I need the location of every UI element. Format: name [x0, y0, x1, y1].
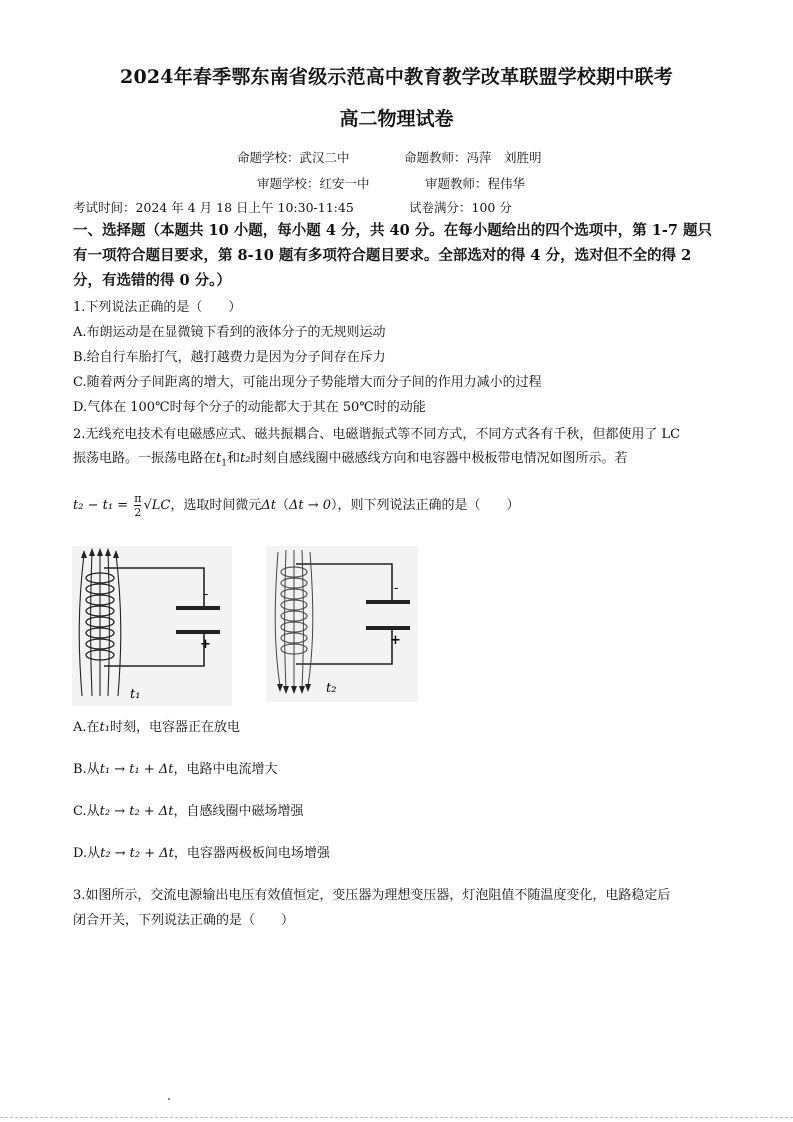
page-bottom-edge: [0, 1117, 793, 1119]
exam-title: 2024年春季鄂东南省级示范高中教育教学改革联盟学校期中联考: [120, 66, 673, 88]
q1-option-c: C.随着两分子间距离的增大，可能出现分子势能增大而分子间的作用力减小的过程: [73, 375, 542, 390]
q1-option-d: D.气体在 100℃时每个分子的动能都大于其在 50℃时的动能: [73, 400, 426, 415]
t2-symbol: t₂: [240, 451, 251, 466]
q3-stem-line2: 闭合开关，下列说法正确的是（ ）: [73, 913, 295, 928]
capacitor-bottom-plate: [176, 630, 220, 634]
proposition-school: 命题学校：武汉二中: [237, 150, 350, 165]
capacitor-bottom-plate-t2: [366, 626, 410, 630]
q2-stem-line1: 2.无线充电技术有电磁感应式、磁共振耦合、电磁谐振式等不同方式，不同方式各有千秋，但都使用了 LC: [73, 427, 681, 442]
equation-sqrt: √LC: [143, 498, 171, 513]
review-school: 审题学校：红安一中: [257, 176, 370, 191]
q2-formula-line: t₂ − t₁ = $\frac{\pi}{2}$ √LC，选取时间微元Δt（Δt → 0），则下列说法正确的是（ ）: [73, 492, 520, 519]
q1-option-a: A.布朗运动是在显微镜下看到的液体分子的无规则运动: [73, 325, 386, 340]
exam-time: 考试时间：2024 年 4 月 18 日上午 10:30-11:45: [73, 200, 354, 215]
proposition-teachers: 命题教师：冯萍 刘胜明: [404, 150, 542, 165]
cap-minus-label-t2: -: [394, 581, 399, 595]
capacitor-top-plate: [176, 606, 220, 610]
q3-stem-line1: 3.如图所示，交流电源输出电压有效值恒定，变压器为理想变压器，灯泡阻值不随温度变化，电路稳定后: [73, 888, 671, 903]
equation-lhs: t₂ − t₁ =: [73, 498, 129, 513]
q2-option-a: A.在t₁时刻，电容器正在放电: [73, 720, 240, 735]
fig-label-t1: t₁: [130, 687, 141, 702]
fig-label-t2: t₂: [326, 681, 337, 696]
cap-plus-label: +: [200, 637, 211, 652]
q2-option-c: C.从t₂ → t₂ + Δt，自感线圈中磁场增强: [73, 804, 304, 819]
q2-option-b: B.从t₁ → t₁ + Δt，电路中电流增大: [73, 762, 278, 777]
review-teacher: 审题教师：程伟华: [425, 176, 526, 191]
section-heading: 一、选择题（本题共 10 小题，每小题 4 分，共 40 分。在每小题给出的四个选项中，第 1-7 题只有一项符合题目要求，第 8-10 题有多项符合题目要求。全部选对的得 4 分，选对但不全的得 2 分，有选错的得 0 分。）: [73, 222, 713, 289]
figure-t2-circuit: [266, 546, 418, 702]
full-score: 试卷满分：100 分: [409, 200, 512, 215]
scan-speck: [168, 1098, 170, 1100]
t1-symbol: t: [216, 451, 222, 466]
capacitor-top-plate-t2: [366, 600, 410, 604]
q1-option-b: B.给自行车胎打气，越打越费力是因为分子间存在斥力: [73, 350, 386, 365]
q1-stem: 1.下列说法正确的是（ ）: [73, 300, 242, 315]
q2-option-d: D.从t₂ → t₂ + Δt，电容器两极板间电场增强: [73, 846, 330, 861]
figure-t1-circuit: [72, 546, 232, 706]
exam-subtitle: 高二物理试卷: [339, 108, 454, 130]
cap-plus-label-t2: +: [390, 633, 401, 648]
equation-fraction: $\frac{\pi}{2}$: [134, 492, 142, 519]
cap-minus-label: -: [204, 587, 209, 601]
q2-stem-line2: 振荡电路。一振荡电路在$t_1$和t₂时刻自感线圈中磁感线方向和电容器中极板带电情况如图所示。若: [73, 451, 628, 469]
